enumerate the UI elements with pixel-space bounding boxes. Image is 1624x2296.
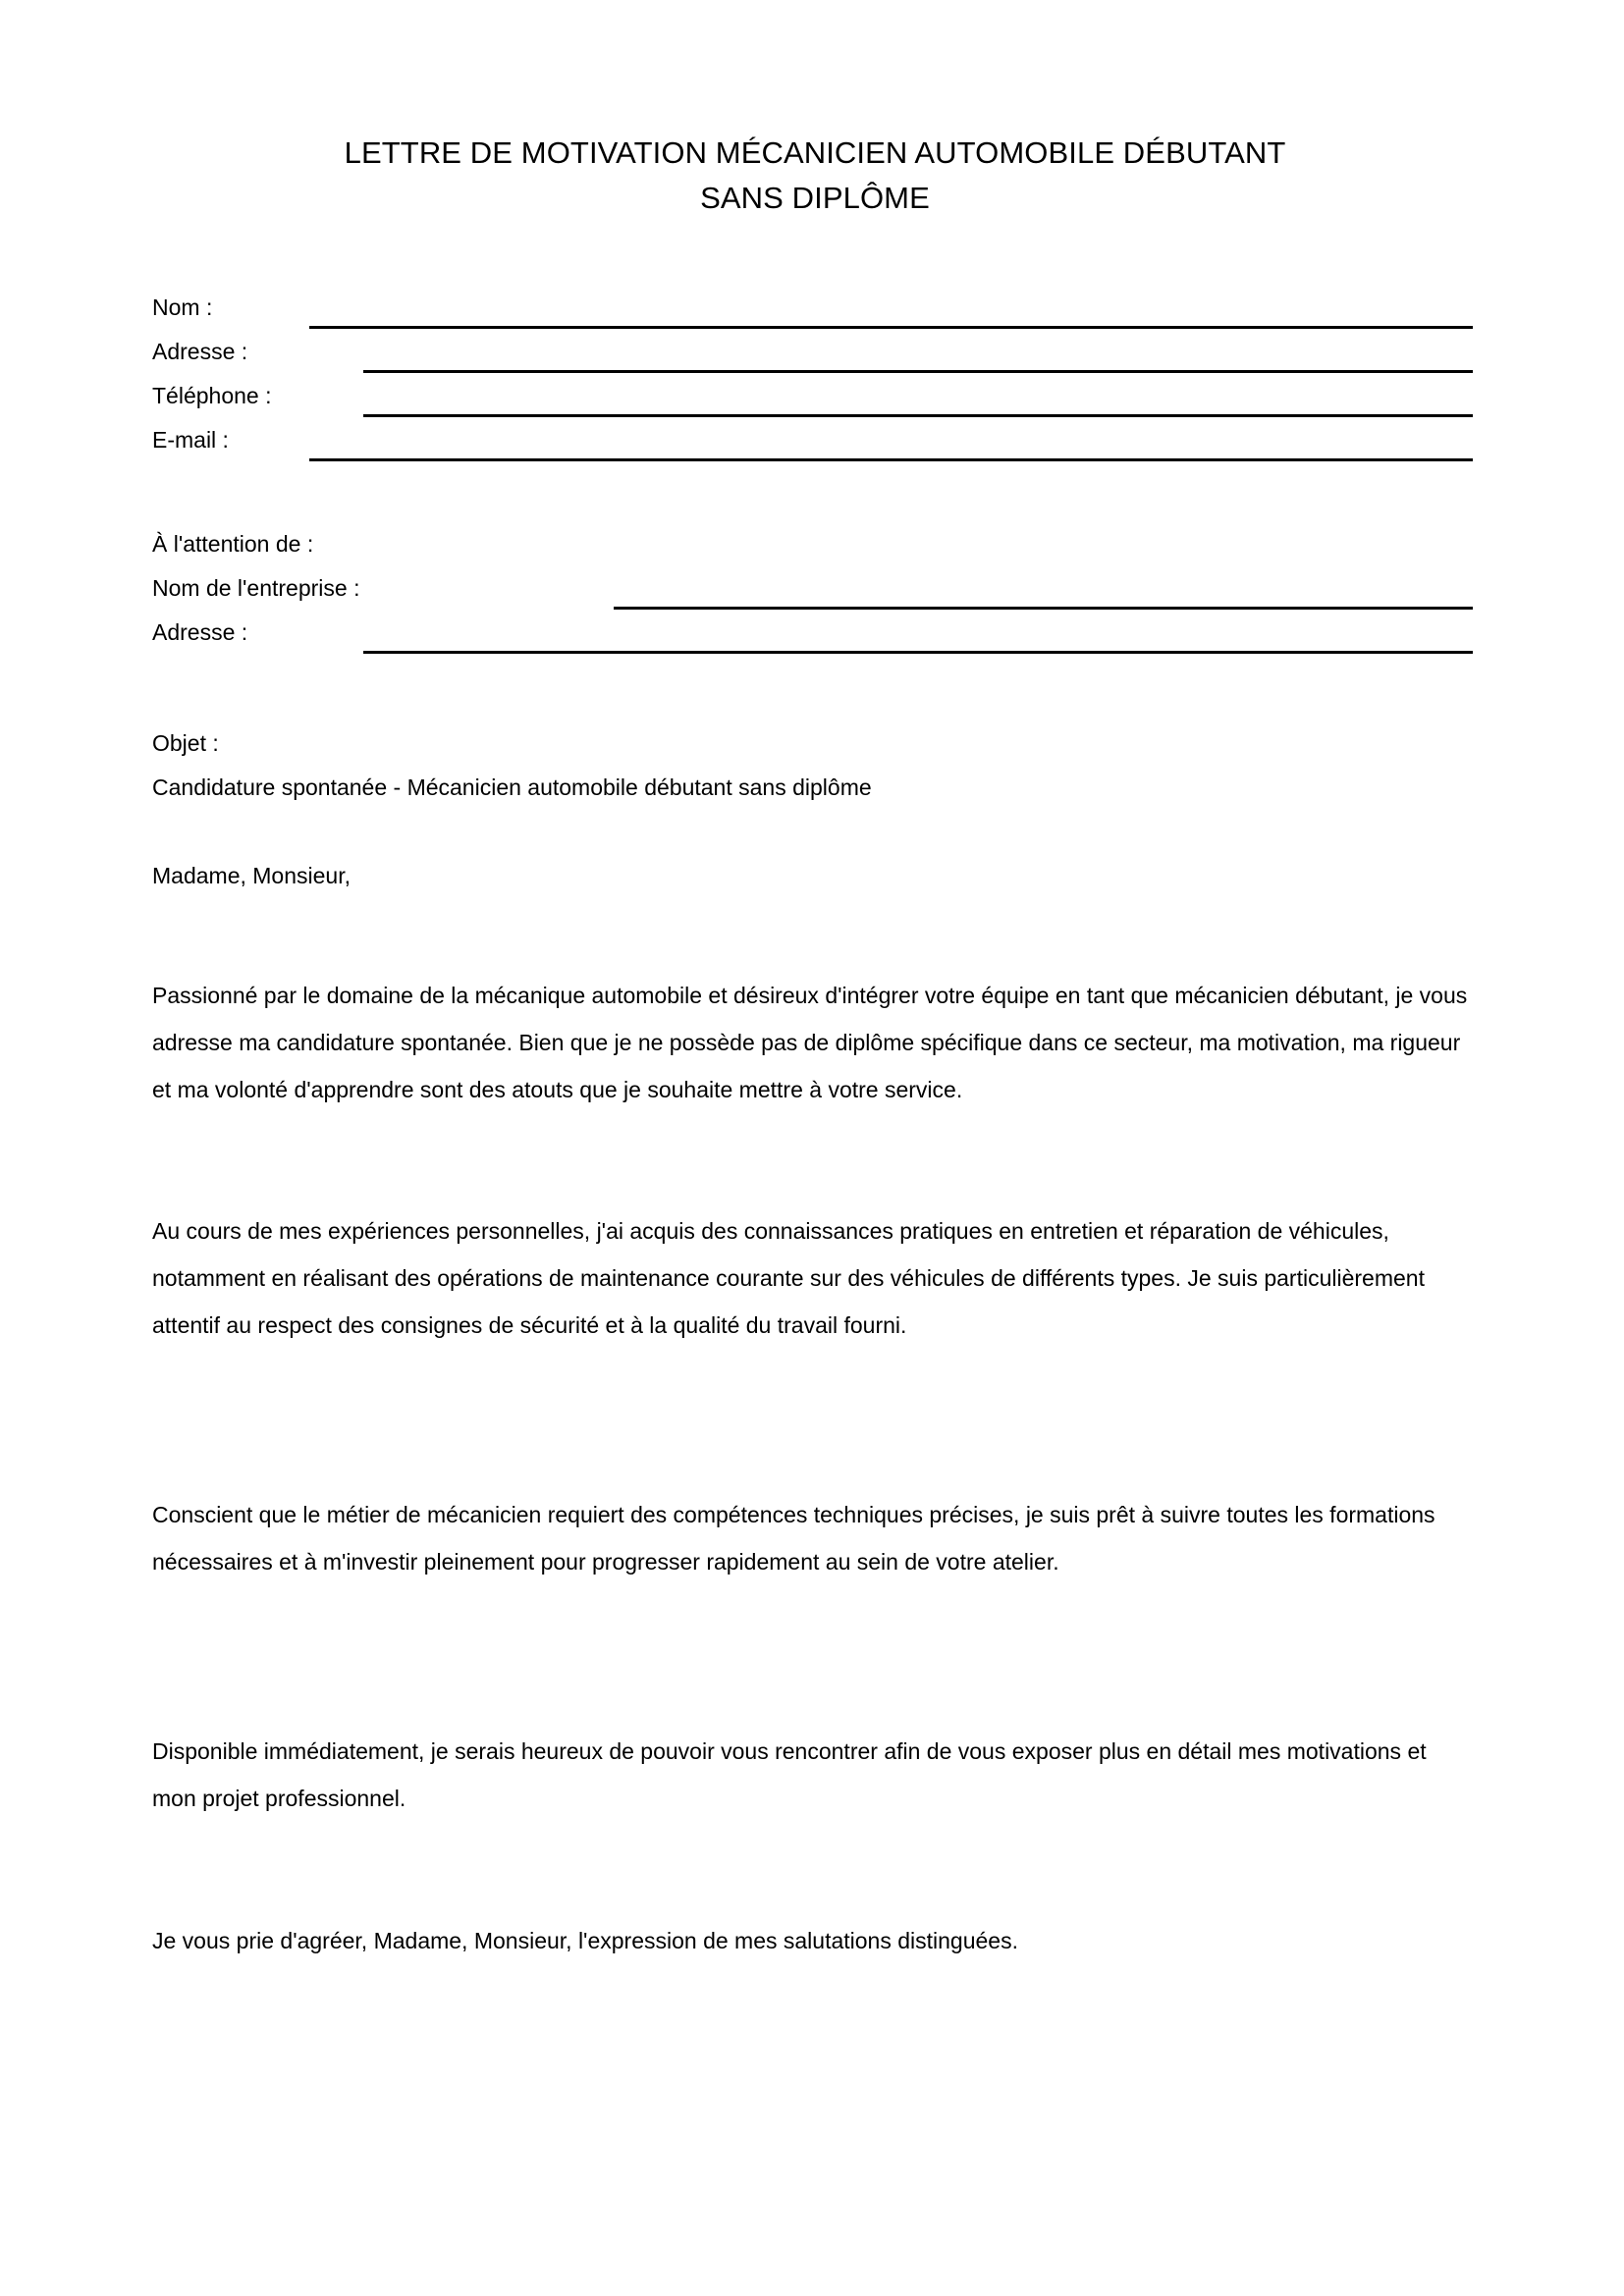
body-paragraph-1: Passionné par le domaine de la mécanique automobile et désireux d'intégrer votre équipe en tant que mécanicien débutant, je vous adresse ma candidature spontanée. Bien que je ne possède pas de diplôme spécifique dans ce secteur, ma motivation, ma rigueur et ma volonté d'apprendre sont des atouts que je souhaite mettre à votre service. (152, 983, 1468, 1102)
field-label-email: E-mail : (152, 427, 229, 453)
field-label-attention: À l'attention de : (152, 531, 314, 557)
field-rule-adresse[interactable] (363, 370, 1473, 373)
field-rule-email[interactable] (309, 458, 1473, 461)
field-label-nom: Nom : (152, 294, 213, 320)
page-title (177, 131, 1453, 221)
field-label-adresse: Adresse : (152, 339, 248, 364)
field-row-telephone (152, 381, 1473, 425)
objet-label: Objet : (152, 730, 219, 756)
objet-value: Candidature spontanée - Mécanicien automobile débutant sans diplôme (152, 774, 872, 800)
field-row-email (152, 425, 1473, 469)
field-rule-nom[interactable] (309, 326, 1473, 329)
field-rule-entreprise[interactable] (614, 607, 1473, 610)
page-title-line-2: SANS DIPLÔME (700, 180, 930, 215)
body-paragraph-3: Conscient que le métier de mécanicien requiert des compétences techniques précises, je suis prêt à suivre toutes les formations nécessaires et à m'investir pleinement pour progresser rapidement au sein de votre atelier. (152, 1502, 1435, 1575)
field-row-adresse-entreprise (152, 617, 1473, 662)
field-label-telephone: Téléphone : (152, 383, 272, 408)
body-paragraph-2: Au cours de mes expériences personnelles, j'ai acquis des connaissances pratiques en entretien et réparation de véhicules, notamment en réalisant des opérations de maintenance courante sur des véhicules de différents types. Je suis particulièrement attentif au respect des consignes de sécurité et à la qualité du travail fourni. (152, 1218, 1425, 1338)
sender-details-block (152, 293, 1473, 469)
field-row-attention (152, 529, 1473, 573)
closing-formula: Je vous prie d'agréer, Madame, Monsieur, l'expression de mes salutations distinguées. (152, 1928, 1018, 1953)
field-row-nom (152, 293, 1473, 337)
recipient-details-block (152, 529, 1473, 662)
field-rule-telephone[interactable] (363, 414, 1473, 417)
body-paragraph-4: Disponible immédiatement, je serais heureux de pouvoir vous rencontrer afin de vous exposer plus en détail mes motivations et mon projet professionnel. (152, 1738, 1427, 1811)
field-row-adresse (152, 337, 1473, 381)
salutation: Madame, Monsieur, (152, 863, 351, 888)
field-label-adresse-entreprise: Adresse : (152, 619, 248, 645)
page-title-line-1: LETTRE DE MOTIVATION MÉCANICIEN AUTOMOBILE DÉBUTANT (344, 134, 1286, 170)
field-row-entreprise (152, 573, 1473, 617)
field-rule-adresse-entreprise[interactable] (363, 651, 1473, 654)
field-label-entreprise: Nom de l'entreprise : (152, 575, 360, 601)
